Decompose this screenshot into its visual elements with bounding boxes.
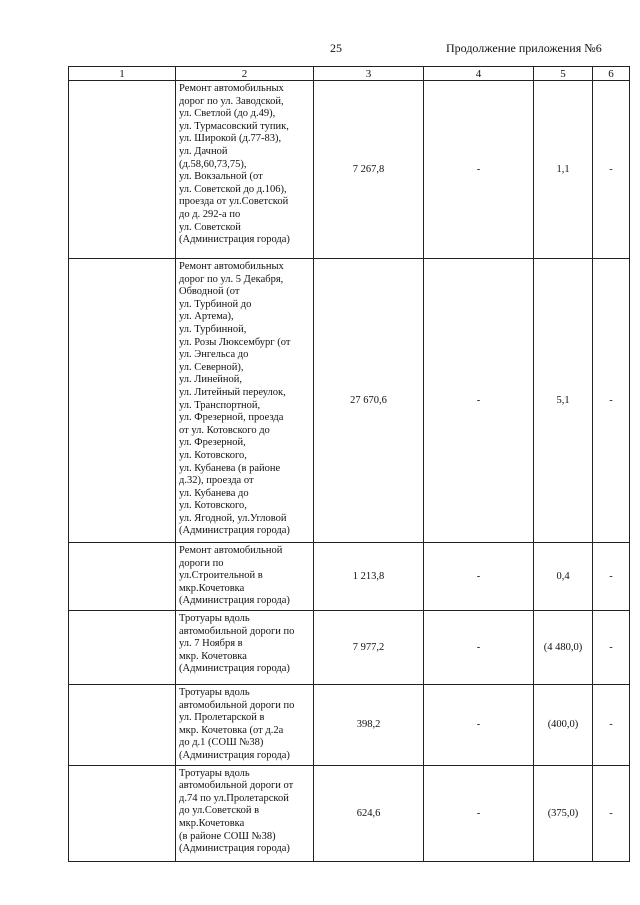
row-amount-cell: 398,2 xyxy=(314,685,424,766)
description-line: (Администрация города) xyxy=(179,234,290,246)
row-col1-cell xyxy=(69,611,176,685)
description-line: проезда от ул.Советской xyxy=(179,196,289,208)
description-line: ул. Ягодной, ул.Угловой xyxy=(179,512,287,524)
row-col5-cell: 1,1 xyxy=(534,81,593,259)
description-line: автомобильной дороги от xyxy=(179,780,294,792)
row-amount-cell: 1 213,8 xyxy=(314,543,424,611)
row-col1-cell xyxy=(69,259,176,543)
row-col5-cell: (4 480,0) xyxy=(534,611,593,685)
description-line: ул. Артема), xyxy=(179,311,234,323)
row-col5-cell: (375,0) xyxy=(534,765,593,861)
description-line: до д.1 (СОШ №38) xyxy=(179,737,264,749)
description-line: мкр.Кочетовка xyxy=(179,582,245,594)
row-col5-cell: (400,0) xyxy=(534,685,593,766)
row-col1-cell xyxy=(69,543,176,611)
description-line: ул. Фрезерной, xyxy=(179,437,246,449)
description-line: Тротуары вдоль xyxy=(179,687,250,698)
description-line: до д. 292-а по xyxy=(179,208,241,220)
description-line: дорог по ул. 5 Декабря, xyxy=(179,273,284,285)
row-description-cell xyxy=(176,81,314,259)
description-line: ул. Энгельса до xyxy=(179,349,249,361)
row-col6-cell: - xyxy=(593,81,630,259)
description-line: автомобильной дороги по xyxy=(179,625,295,637)
column-header-3: 3 xyxy=(314,67,424,81)
description-line: д.32), проезда от xyxy=(179,475,254,487)
description-line: (Администрация города) xyxy=(179,525,290,537)
row-amount-cell: 7 267,8 xyxy=(314,81,424,259)
table-row xyxy=(69,259,630,543)
row-col4-cell: - xyxy=(424,765,534,861)
data-table xyxy=(68,66,630,862)
table-row xyxy=(69,685,630,766)
description-line: ул. Литейный переулок, xyxy=(179,386,286,398)
row-col1-cell xyxy=(69,765,176,861)
description-line: Ремонт автомобильной xyxy=(179,545,283,556)
description-line: (Администрация города) xyxy=(179,749,290,761)
description-line: ул.Строительной в xyxy=(179,570,263,582)
row-col1-cell xyxy=(69,81,176,259)
description-line: ул. Советской xyxy=(179,221,241,233)
row-description-cell xyxy=(176,611,314,685)
description-line: дороги по xyxy=(179,557,224,569)
row-col6-cell: - xyxy=(593,259,630,543)
row-col1-cell xyxy=(69,685,176,766)
table-header-row xyxy=(69,67,630,81)
description-line: ул. Широкой (д.77-83), xyxy=(179,133,282,145)
column-header-6: 6 xyxy=(593,67,630,81)
description-line: Ремонт автомобильных xyxy=(179,83,284,94)
description-line: ул. Транспортной, xyxy=(179,399,261,411)
running-title: Продолжение приложения №6 xyxy=(446,41,602,55)
description-line: (Администрация города) xyxy=(179,843,290,855)
row-description-cell xyxy=(176,543,314,611)
description-line: ул. Советской до д.106), xyxy=(179,183,287,195)
row-description-cell xyxy=(176,765,314,861)
row-description-cell xyxy=(176,685,314,766)
description-line: (в районе СОШ №38) xyxy=(179,830,276,842)
description-line: ул. Фрезерной, проезда xyxy=(179,412,284,424)
description-line: ул. Турбинной, xyxy=(179,323,247,335)
description-line: ул. 7 Ноября в xyxy=(179,638,243,650)
description-line: ул. Вокзальной (от xyxy=(179,171,263,183)
row-col4-cell: - xyxy=(424,81,534,259)
column-header-4: 4 xyxy=(424,67,534,81)
row-col5-cell: 5,1 xyxy=(534,259,593,543)
table-row xyxy=(69,81,630,259)
description-line: автомобильной дороги по xyxy=(179,699,295,711)
row-col4-cell: - xyxy=(424,611,534,685)
description-line: ул. Пролетарской в xyxy=(179,712,265,724)
description-line: (Администрация города) xyxy=(179,663,290,675)
row-col5-cell: 0,4 xyxy=(534,543,593,611)
description-line: ул. Линейной, xyxy=(179,374,243,386)
description-line: ул. Розы Люксембург (от xyxy=(179,336,291,348)
description-line: ул. Котовского, xyxy=(179,500,247,512)
row-col4-cell: - xyxy=(424,259,534,543)
row-col6-cell: - xyxy=(593,543,630,611)
description-line: до ул.Советской в xyxy=(179,805,260,817)
row-col6-cell: - xyxy=(593,765,630,861)
description-line: Тротуары вдоль xyxy=(179,767,250,779)
row-amount-cell: 7 977,2 xyxy=(314,611,424,685)
description-line: ул. Турбиной до xyxy=(179,298,252,310)
table-row xyxy=(69,543,630,611)
column-header-2: 2 xyxy=(176,67,314,81)
table-row xyxy=(69,765,630,861)
table-row xyxy=(69,611,630,685)
description-line: Обводной (от xyxy=(179,286,240,298)
row-col4-cell: - xyxy=(424,543,534,611)
row-amount-cell: 624,6 xyxy=(314,765,424,861)
description-line: мкр. Кочетовка (от д.2а xyxy=(179,724,284,736)
row-description-cell xyxy=(176,259,314,543)
page-number: 25 xyxy=(330,41,342,55)
description-line: ул. Турмасовский тупик, xyxy=(179,120,289,132)
description-line: ул. Кубанева до xyxy=(179,487,249,499)
description-line: Ремонт автомобильных xyxy=(179,261,284,272)
row-col6-cell: - xyxy=(593,611,630,685)
description-line: д.74 по ул.Пролетарской xyxy=(179,792,289,804)
column-header-5: 5 xyxy=(534,67,593,81)
description-line: Тротуары вдоль xyxy=(179,613,250,624)
description-line: ул. Дачной xyxy=(179,145,228,157)
description-line: ул. Кубанева (в районе xyxy=(179,462,281,474)
description-line: (д.58,60,73,75), xyxy=(179,158,247,170)
description-line: мкр.Кочетовка xyxy=(179,817,245,829)
description-line: ул. Северной), xyxy=(179,361,244,373)
description-line: ул. Светлой (до д.49), xyxy=(179,108,276,120)
column-header-1: 1 xyxy=(69,67,176,81)
description-line: мкр. Кочетовка xyxy=(179,650,247,662)
description-line: (Администрация города) xyxy=(179,595,290,607)
row-amount-cell: 27 670,6 xyxy=(314,259,424,543)
row-col4-cell: - xyxy=(424,685,534,766)
description-line: ул. Котовского, xyxy=(179,449,247,461)
description-line: от ул. Котовского до xyxy=(179,424,270,436)
description-line: дорог по ул. Заводской, xyxy=(179,95,284,107)
row-col6-cell: - xyxy=(593,685,630,766)
